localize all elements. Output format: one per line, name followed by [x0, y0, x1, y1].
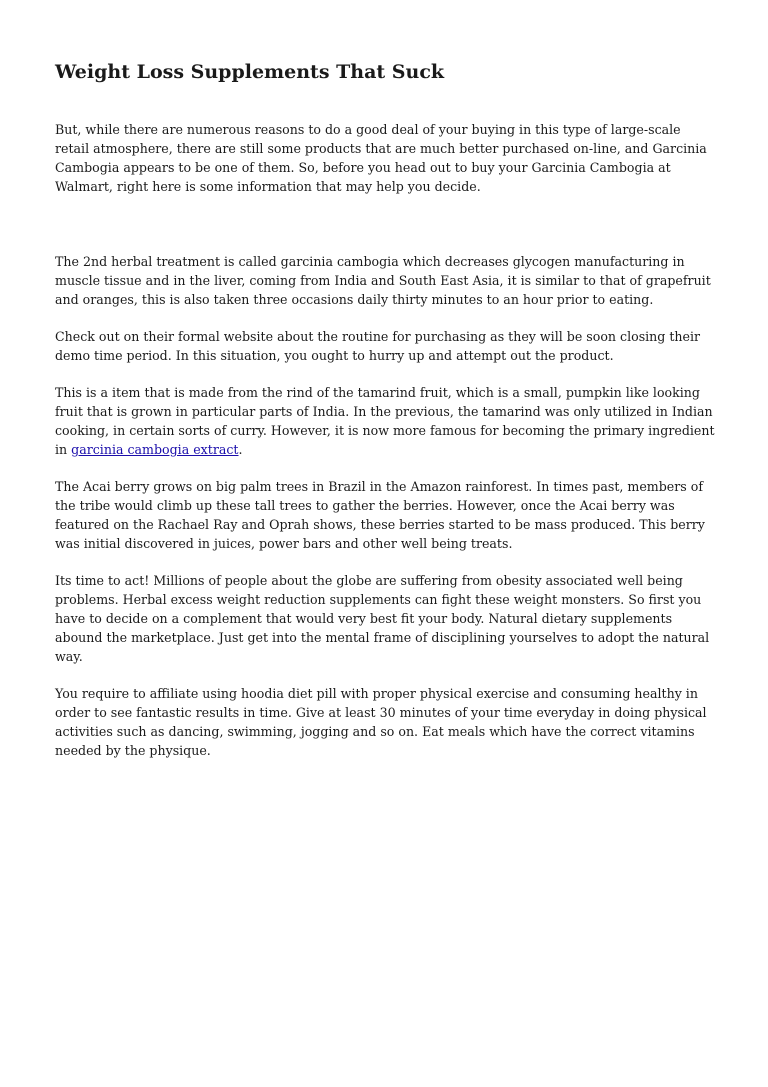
paragraph-website: Check out on their formal website about the routine for purchasing as they will be soon closing their demo time period. In this situation, you ought to hurry up and attempt out the product. — [55, 329, 701, 363]
paragraph-hoodia: You require to affiliate using hoodia diet pill with proper physical exercise and consuming healthy in order to see fantastic results in time. Give at least 30 minutes of your time everyday in doing physical activities such as dancing, swimming, jogging and so on. Eat meals which have the correct vitamins needed by the physique. — [55, 686, 707, 758]
paragraph-acai-berry: The Acai berry grows on big palm trees in Brazil in the Amazon rainforest. In times past, members of the tribe would climb up these tall trees to gather the berries. However, once the Acai berry was featured on the Rachael Ray and Oprah shows, these berries started to be mass produced. This berry was initial discovered in juices, power bars and other well being treats. — [55, 479, 705, 551]
paragraph-time-to-act: Its time to act! Millions of people about the globe are suffering from obesity associated well being problems. Herbal excess weight reduction supplements can fight these weight monsters. So first you have to decide on a complement that would very best fit your body. Natural dietary supplements abound the marketplace. Just get into the mental frame of disciplining yourselves to adopt the natural way. — [55, 573, 710, 664]
paragraph-tamarind — [55, 383, 715, 459]
paragraph-intro: But, while there are numerous reasons to do a good deal of your buying in this type of large-scale retail atmosphere, there are still some products that are much better purchased on-line, and Garcinia Cambogia appears to be one of them. So, before you head out to buy your Garcinia Cambogia at Walmart, right here is some information that may help you decide. — [55, 122, 707, 194]
paragraph-tamarind-text: This is a item that is made from the rind of the tamarind fruit, which is a small, pumpkin like looking fruit that is grown in particular parts of India. In the previous, the tamarind was only utilized in Indian cooking, in certain sorts of curry. However, it is now more famous for becoming the primary ingredient in — [55, 385, 715, 457]
garcinia-cambogia-extract-link[interactable]: garcinia cambogia extract — [71, 442, 239, 457]
paragraph-tamarind-end: . — [238, 442, 243, 457]
document-page — [55, 58, 715, 778]
paragraph-herbal-treatment: The 2nd herbal treatment is called garcinia cambogia which decreases glycogen manufacturing in muscle tissue and in the liver, coming from India and South East Asia, it is similar to that of grapefruit and oranges, this is also taken three occasions daily thirty minutes to an hour prior to eating. — [55, 254, 711, 307]
document-title: Weight Loss Supplements That Suck — [55, 61, 445, 83]
